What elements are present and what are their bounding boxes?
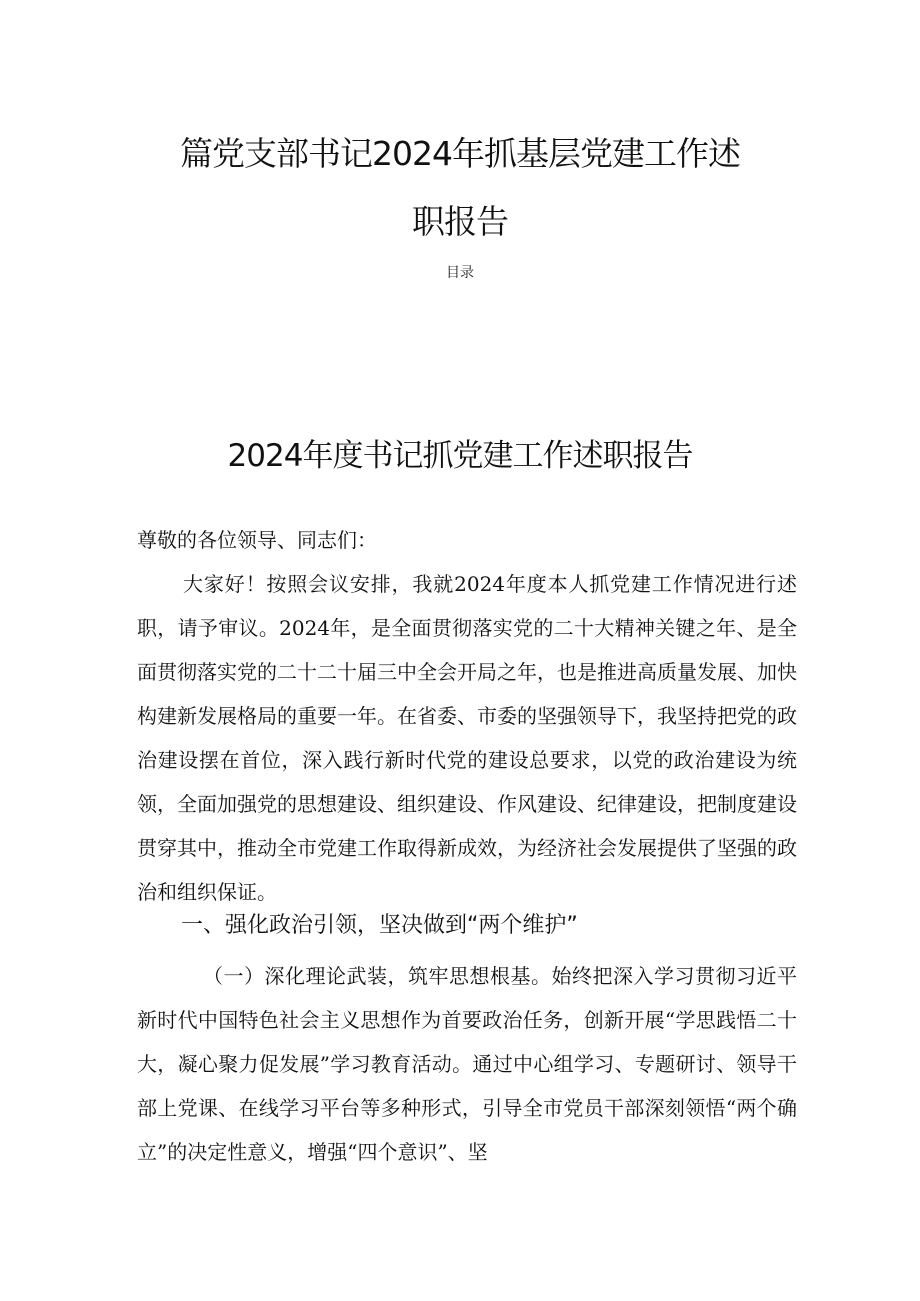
report-title: 2024年度书记抓党建工作述职报告 — [227, 438, 693, 474]
greeting: 尊敬的各位领导、同志们： — [137, 528, 377, 552]
cover-title-line2: 职报告 — [412, 202, 508, 241]
paragraph-section1-item1: （一）深化理论武装，筑牢思想根基。始终把深入学习贯彻习近平新时代中国特色社会主义思想作为首要政治任务，创新开展“学思践悟二十大，凝心聚力促发展”学习教育活动。通过中心组学习、专题研讨、领导干部上党课、在线学习平台等多种形式，引导全市党员干部深刻领悟“两个确立”的决定性意义，增强“四个意识”、坚 — [137, 964, 797, 1164]
paragraph-intro: 大家好！按照会议安排，我就2024年度本人抓党建工作情况进行述职，请予审议。2024年，是全面贯彻落实党的二十大精神关键之年、是全面贯彻落实党的二十二十届三中全会开局之年，也是推进高质量发展、加快构建新发展格局的重要一年。在省委、市委的坚强领导下，我坚持把党的政治建设摆在首位，深入践行新时代党的建设总要求，以党的政治建设为统领，全面加强党的思想建设、组织建设、作风建设、纪律建设，把制度建设贯穿其中，推动全市党建工作取得新成效，为经济社会发展提供了坚强的政治和组织保证。 — [137, 572, 797, 904]
section-heading-1: 一、强化政治引领，坚决做到“两个维护” — [181, 913, 578, 938]
toc-label: 目录 — [446, 265, 474, 281]
cover-title-line1: 篇党支部书记2024年抓基层党建工作述 — [180, 134, 740, 173]
